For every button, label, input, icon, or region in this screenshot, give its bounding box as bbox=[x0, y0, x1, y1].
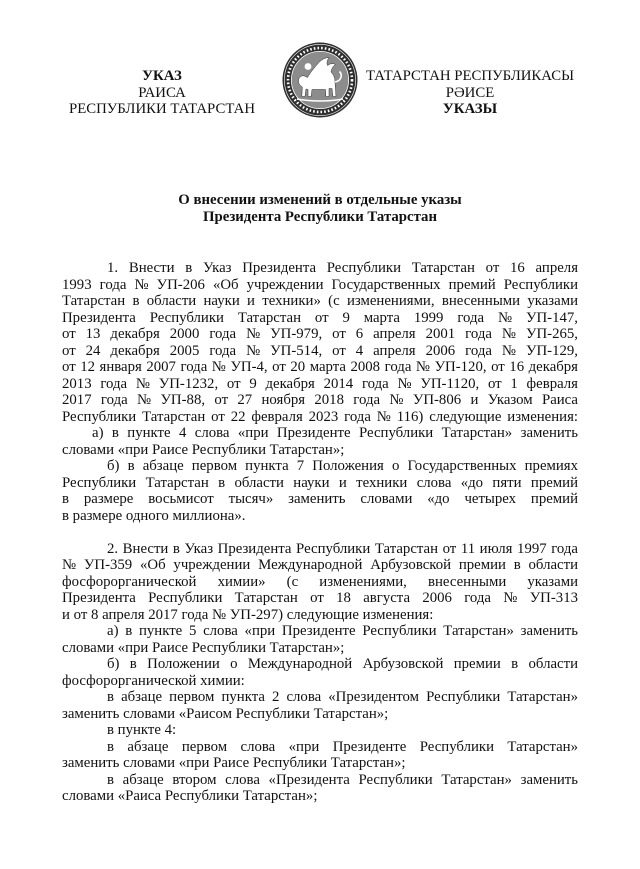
paragraph-2b bbox=[62, 656, 578, 689]
body-line: Президента Республики Татарстан от 9 марта 1999 года № УП-147, bbox=[62, 309, 578, 326]
republic-label-tt: ТАТАРСТАН РЕСПУБЛИКАСЫ bbox=[365, 68, 575, 84]
body-line: заменить словами «при Раисе Республики Татарстан»; bbox=[62, 755, 406, 771]
body-line: от 12 января 2007 года № УП-4, от 20 марта 2008 года № УП-120, от 16 декабря bbox=[62, 359, 578, 375]
body-line: б) в абзаце первом пункта 7 Положения о Государственных премиях bbox=[107, 458, 578, 474]
body-line: б) в Положении о Международной Арбузовской премии в области bbox=[107, 656, 578, 672]
body-line: Республики Татарстан в области науки и техники слова «до пяти премий bbox=[62, 474, 578, 491]
paragraph-2b-item-4 bbox=[62, 772, 578, 805]
body-line: словами «Раиса Республики Татарстан»; bbox=[62, 788, 318, 804]
body-line: 2017 года № УП-88, от 27 ноября 2018 года № УП-806 и Указом Раиса bbox=[62, 392, 578, 408]
decree-label-ru: УКАЗ bbox=[142, 68, 182, 84]
body-line: фосфорорганической химии» (с изменениями, внесенными указами bbox=[62, 573, 578, 590]
paragraph-2 bbox=[62, 541, 578, 624]
body-line: № УП-359 «Об учреждении Международной Арбузовской премии в области bbox=[62, 557, 578, 573]
body-line: а) в пункте 5 слова «при Президенте Республики Татарстан» заменить bbox=[107, 623, 578, 639]
body-line: в абзаце первом слова «при Президенте Республики Татарстан» bbox=[107, 738, 578, 755]
body-line: Президента Республики Татарстан от 18 августа 2006 года № УП-313 bbox=[62, 590, 578, 606]
body-line: в пункте 4: bbox=[107, 722, 177, 738]
republic-label-ru: РЕСПУБЛИКИ ТАТАРСТАН bbox=[68, 101, 256, 117]
body-line: от 13 декабря 2000 года № УП-979, от 6 апреля 2001 года № УП-265, bbox=[62, 326, 578, 342]
body-line: фосфорорганической химии: bbox=[62, 672, 245, 689]
body-line: словами «при Раисе Республики Татарстан»; bbox=[62, 639, 345, 656]
body-line: Татарстан в области науки и техники» (с изменениями, внесенными указами bbox=[62, 293, 578, 309]
issuer-label-tt: РӘИСЕ bbox=[445, 84, 495, 101]
paragraph-2b-item-3 bbox=[62, 739, 578, 772]
body-line: в абзаце втором слова «Президента Республики Татарстан» заменить bbox=[107, 771, 578, 788]
body-line: Республики Татарстан от 22 февраля 2023 года № 116) следующие изменения: bbox=[62, 408, 578, 425]
body-line: в абзаце первом пункта 2 слова «Президентом Республики Татарстан» bbox=[107, 689, 578, 705]
body-line: 1993 года № УП-206 «Об учреждении Государственных премий Республики bbox=[62, 276, 578, 293]
header-left bbox=[52, 68, 272, 118]
body-line: в размере одного миллиона». bbox=[62, 507, 246, 524]
document-title-line: О внесении изменений в отдельные указы bbox=[178, 192, 462, 208]
header-right bbox=[355, 68, 585, 118]
body-line: 1. Внести в Указ Президента Республики Татарстан от 16 апреля bbox=[107, 260, 578, 276]
paragraph-2a bbox=[62, 623, 578, 656]
document-body bbox=[62, 260, 578, 805]
document-title-line: Президента Республики Татарстан bbox=[203, 208, 437, 225]
body-line: 2013 года № УП-1232, от 9 декабря 2014 года № УП-1120, от 1 февраля bbox=[62, 375, 578, 392]
paragraph-1a bbox=[62, 425, 578, 458]
body-line: словами «при Раисе Республики Татарстан»; bbox=[62, 441, 345, 458]
body-line: 2. Внести в Указ Президента Республики Татарстан от 11 июля 1997 года bbox=[107, 540, 578, 557]
body-line: а) в пункте 4 слова «при Президенте Республики Татарстан» заменить bbox=[92, 425, 578, 441]
body-line: заменить словами «Раисом Республики Татарстан»; bbox=[62, 705, 389, 722]
body-line: от 24 декабря 2005 года № УП-514, от 4 апреля 2006 года № УП-129, bbox=[62, 342, 578, 359]
document-title bbox=[62, 192, 578, 225]
paragraph-1 bbox=[62, 260, 578, 425]
paragraph-2b-item-1 bbox=[62, 689, 578, 722]
decree-label-tt: УКАЗЫ bbox=[442, 101, 498, 117]
issuer-label-ru: РАИСА bbox=[138, 84, 186, 101]
body-line: и от 8 апреля 2017 года № УП-297) следующие изменения: bbox=[62, 606, 434, 623]
paragraph-1b bbox=[62, 458, 578, 524]
coat-of-arms-icon bbox=[282, 42, 358, 118]
paragraph-2b-item-2 bbox=[62, 722, 578, 739]
body-line: в размере восьмисот тысяч» заменить словами «до четырех премий bbox=[62, 491, 578, 507]
emblem-sun bbox=[305, 63, 312, 70]
